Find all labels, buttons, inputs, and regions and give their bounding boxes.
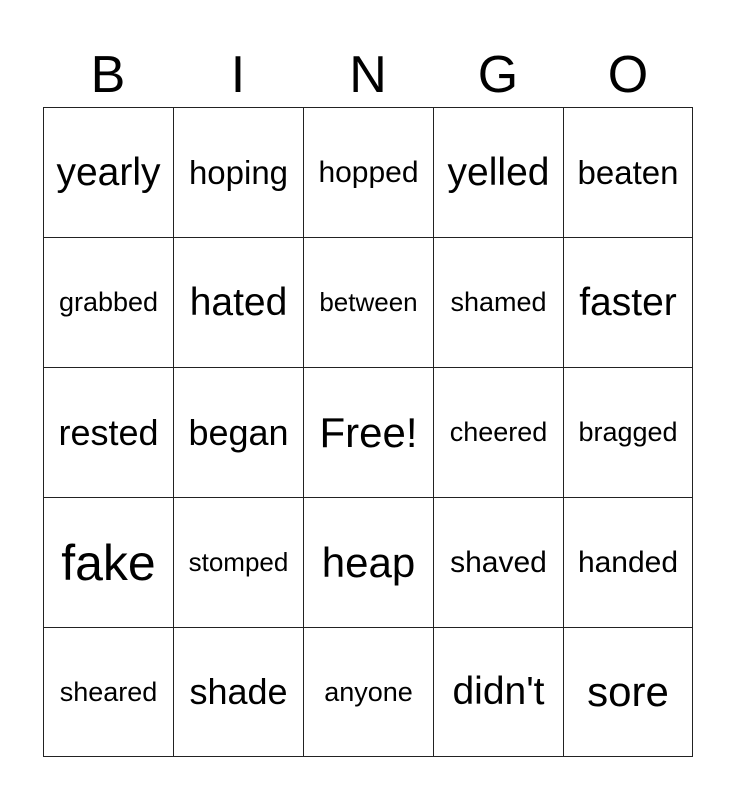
bingo-cell[interactable]: cheered: [433, 367, 563, 497]
header-letter-b: B: [90, 46, 126, 104]
bingo-cell[interactable]: hated: [173, 237, 303, 367]
bingo-cell[interactable]: stomped: [173, 497, 303, 627]
bingo-cell[interactable]: anyone: [303, 627, 433, 757]
header-letter-o: O: [607, 46, 649, 104]
bingo-header: [43, 44, 693, 106]
bingo-cell[interactable]: heap: [303, 497, 433, 627]
bingo-cell[interactable]: handed: [563, 497, 693, 627]
bingo-cell[interactable]: began: [173, 367, 303, 497]
bingo-cell[interactable]: hopped: [303, 107, 433, 237]
bingo-cell[interactable]: shade: [173, 627, 303, 757]
bingo-cell[interactable]: grabbed: [43, 237, 173, 367]
header-letter-n: N: [349, 46, 387, 104]
header-letter-i: I: [230, 46, 246, 104]
header-letter-g: G: [477, 46, 519, 104]
bingo-cell[interactable]: hoping: [173, 107, 303, 237]
bingo-cell[interactable]: fake: [43, 497, 173, 627]
bingo-cell[interactable]: shaved: [433, 497, 563, 627]
bingo-cell[interactable]: didn't: [433, 627, 563, 757]
bingo-cell[interactable]: sheared: [43, 627, 173, 757]
bingo-cell[interactable]: faster: [563, 237, 693, 367]
bingo-board: [43, 107, 693, 757]
free-space-cell[interactable]: Free!: [303, 367, 433, 497]
bingo-cell[interactable]: shamed: [433, 237, 563, 367]
bingo-cell[interactable]: sore: [563, 627, 693, 757]
bingo-cell[interactable]: bragged: [563, 367, 693, 497]
bingo-cell[interactable]: between: [303, 237, 433, 367]
bingo-cell[interactable]: rested: [43, 367, 173, 497]
bingo-cell[interactable]: yearly: [43, 107, 173, 237]
bingo-cell[interactable]: beaten: [563, 107, 693, 237]
bingo-cell[interactable]: yelled: [433, 107, 563, 237]
